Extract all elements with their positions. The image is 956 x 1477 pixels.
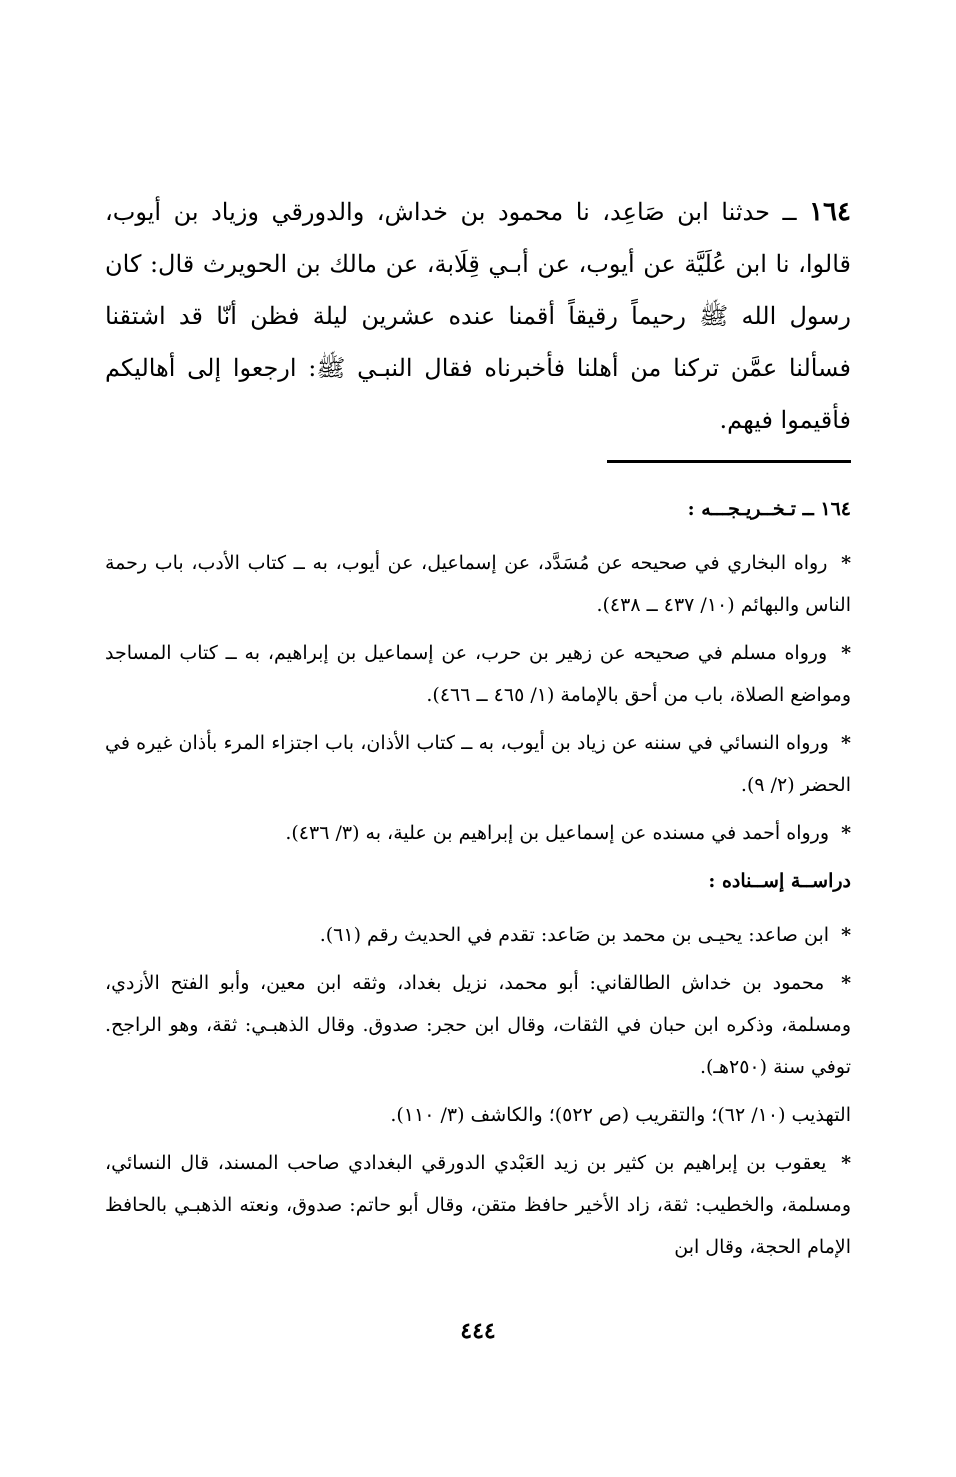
isnad-heading: دراســة إســناده : (708, 870, 851, 892)
takhrij-heading: ١٦٤ ــ تـخــريـجـــه : (687, 498, 851, 520)
asterisk-icon: * (841, 642, 851, 664)
footnote-divider (607, 460, 851, 463)
asterisk-icon: * (841, 552, 851, 574)
asterisk-icon: * (841, 822, 851, 844)
isnad-item (105, 1142, 851, 1268)
isnad-item (105, 962, 851, 1088)
takhrij-item (105, 722, 851, 806)
hadith-number: ١٦٤ (809, 197, 851, 227)
asterisk-icon: * (841, 1152, 851, 1174)
takhrij-item (105, 812, 851, 854)
takhrij-text: ورواه النسائي في سننه عن زياد بن أيوب، به ــ كتاب الأذان، باب اجتزاء المرء بأذان غيره في الحضر (٢/ ٩). (105, 732, 851, 796)
isnad-references: التهذيب (١٠/ ٦٢)؛ والتقريب (ص ٥٢٢)؛ والكاشف (٣/ ١١٠). (390, 1104, 851, 1126)
isnad-text: يعقوب بن إبراهيم بن كثير بن زيد العَبْدي الدورقي البغدادي صاحب المسند، قال النسائي، ومسلمة، والخطيب: ثقة، زاد الأخير حافظ متقن، وقال أبو حاتم: صدوق، ونعته الذهبـي بالحافظ الإمام الحجة، وقال ابن (105, 1152, 851, 1258)
takhrij-item (105, 632, 851, 716)
isnad-text: ابن صاعد: يحيـى بن محمد بن صَاعد: تقدم في الحديث رقم (٦١). (319, 924, 830, 946)
asterisk-icon: * (841, 732, 851, 754)
isnad-text: محمود بن خداش الطالقاني: أبو محمد، نزيل بغداد، وثقه ابن معين، وأبو الفتح الأزدي، ومسلمة، وذكره ابن حبان في الثقات، وقال ابن حجر: صدوق. وقال الذهبـي: ثقة، وهو الراجح. توفي سنة (٢٥٠هـ). (105, 972, 851, 1078)
takhrij-item (105, 542, 851, 626)
isnad-item (105, 914, 851, 956)
hadith-text: ــ حدثنا ابن صَاعِد، نا محمود بن خداش، والدورقي وزياد بن أيوب، قالوا، نا ابن عُلَيَّة عن أيوب، عن أبـي قِلَابة، عن مالك بن الحويرث قال: كان رسول الله ﷺ رحيماً رقيقاً أقمنا عنده عشرين ليلة فظن أنّا قد اشتقنا فسألنا عمَّن تركنا من أهلنا فأخبرناه فقال النبـي ﷺ: ارجعوا إلى أهاليكم فأقيموا فيهم. (105, 198, 851, 434)
asterisk-icon: * (841, 972, 852, 994)
asterisk-icon: * (841, 924, 851, 946)
hadith-body (105, 186, 851, 446)
takhrij-text: رواه البخاري في صحيحه عن مُسَدَّد، عن إسماعيل، عن أيوب، به ــ كتاب الأدب، باب رحمة الناس والبهائم (١٠/ ٤٣٧ ــ ٤٣٨). (105, 552, 851, 616)
takhrij-text: ورواه مسلم في صحيحه عن زهير بن حرب، عن إسماعيل بن إبراهيم، به ــ كتاب المساجد ومواضع الصلاة، باب من أحق بالإمامة (١/ ٤٦٥ ــ ٤٦٦). (105, 642, 851, 706)
page-number: ٤٤٤ (460, 1318, 496, 1344)
takhrij-text: ورواه أحمد في مسنده عن إسماعيل بن إبراهيم بن علية، به (٣/ ٤٣٦). (285, 822, 830, 844)
footnotes (105, 488, 851, 1274)
hadith-paragraph (105, 186, 851, 446)
